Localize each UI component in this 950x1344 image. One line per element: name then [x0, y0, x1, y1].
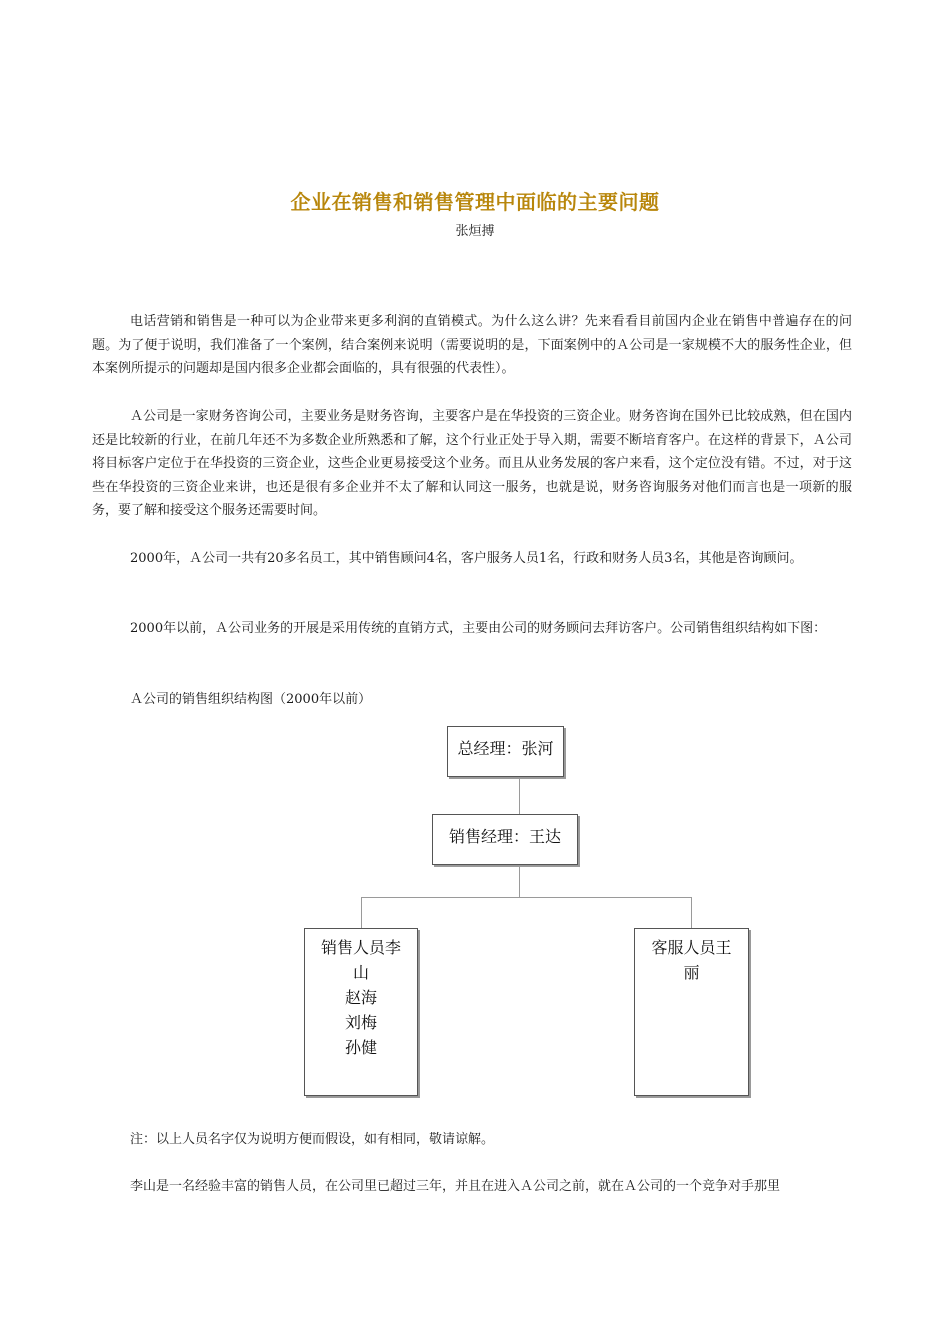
service-staff-line: 丽 — [683, 963, 700, 982]
connector-to-service — [691, 897, 692, 928]
connector-gm-to-sm — [519, 778, 520, 814]
customer-service-box — [634, 928, 749, 1096]
paragraph-intro: 电话营销和销售是一种可以为企业带来更多利润的直销模式。为什么这么讲？先来看看目前国内企业在销售中普遍存在的问题。为了便于说明，我们准备了一个案例，结合案例来说明（需要说明的是，下面案例中的Ａ公司是一家规模不大的服务性企业，但本案例所提示的问题却是国内很多企业都会面临的，具有很强的代表性）。 — [92, 314, 852, 376]
connector-horizontal — [361, 897, 692, 898]
sales-staff-line: 刘梅 — [344, 1013, 377, 1032]
service-staff-line: 客服人员王 — [651, 938, 732, 957]
sales-staff-line: 销售人员李 — [320, 938, 401, 957]
paragraph-staff: 2000年，Ａ公司一共有20多名员工，其中销售顾问4名，客户服务人员1名，行政和财务人员3名，其他是咨询顾问。 — [130, 551, 803, 566]
document-author: 张烜搏 — [455, 224, 495, 239]
paragraph-lishan: 李山是一名经验丰富的销售人员，在公司里已超过三年，并且在进入Ａ公司之前，就在Ａ公司的一个竞争对手那里 — [130, 1179, 781, 1194]
general-manager-box: 总经理：张河 — [447, 726, 564, 777]
sales-staff-line: 山 — [352, 963, 369, 982]
sales-staff-line: 赵海 — [344, 988, 377, 1007]
paragraph-sales-method: 2000年以前，Ａ公司业务的开展是采用传统的直销方式，主要由公司的财务顾问去拜访客户。公司销售组织结构如下图： — [130, 621, 827, 636]
paragraph-company: Ａ公司是一家财务咨询公司，主要业务是财务咨询，主要客户是在华投资的三资企业。财务咨询在国外已比较成熟，但在国内还是比较新的行业，在前几年还不为多数企业所熟悉和了解，这个行业正处于导入期，需要不断培育客户。在这样的背景下，Ａ公司将目标客户定位于在华投资的三资企业，这些企业更易接受这个业务。而且从业务发展的客户来看，这个定位没有错。不过，对于这些在华投资的三资企业来讲，也还是很有多企业并不太了解和认同这一服务，也就是说，财务咨询服务对他们而言也是一项新的服务，要了解和接受这个服务还需要时间。 — [92, 409, 852, 518]
sales-staff-line: 孙健 — [344, 1038, 377, 1057]
org-chart-caption: Ａ公司的销售组织结构图（2000年以前） — [130, 692, 372, 707]
disclaimer-note: 注：以上人员名字仅为说明方便而假设，如有相同，敬请谅解。 — [130, 1132, 495, 1147]
connector-sm-down — [519, 866, 520, 897]
connector-to-sales — [361, 897, 362, 928]
sales-manager-box: 销售经理：王达 — [432, 814, 578, 865]
document-title: 企业在销售和销售管理中面临的主要问题 — [290, 190, 660, 214]
sales-staff-box — [304, 928, 418, 1096]
